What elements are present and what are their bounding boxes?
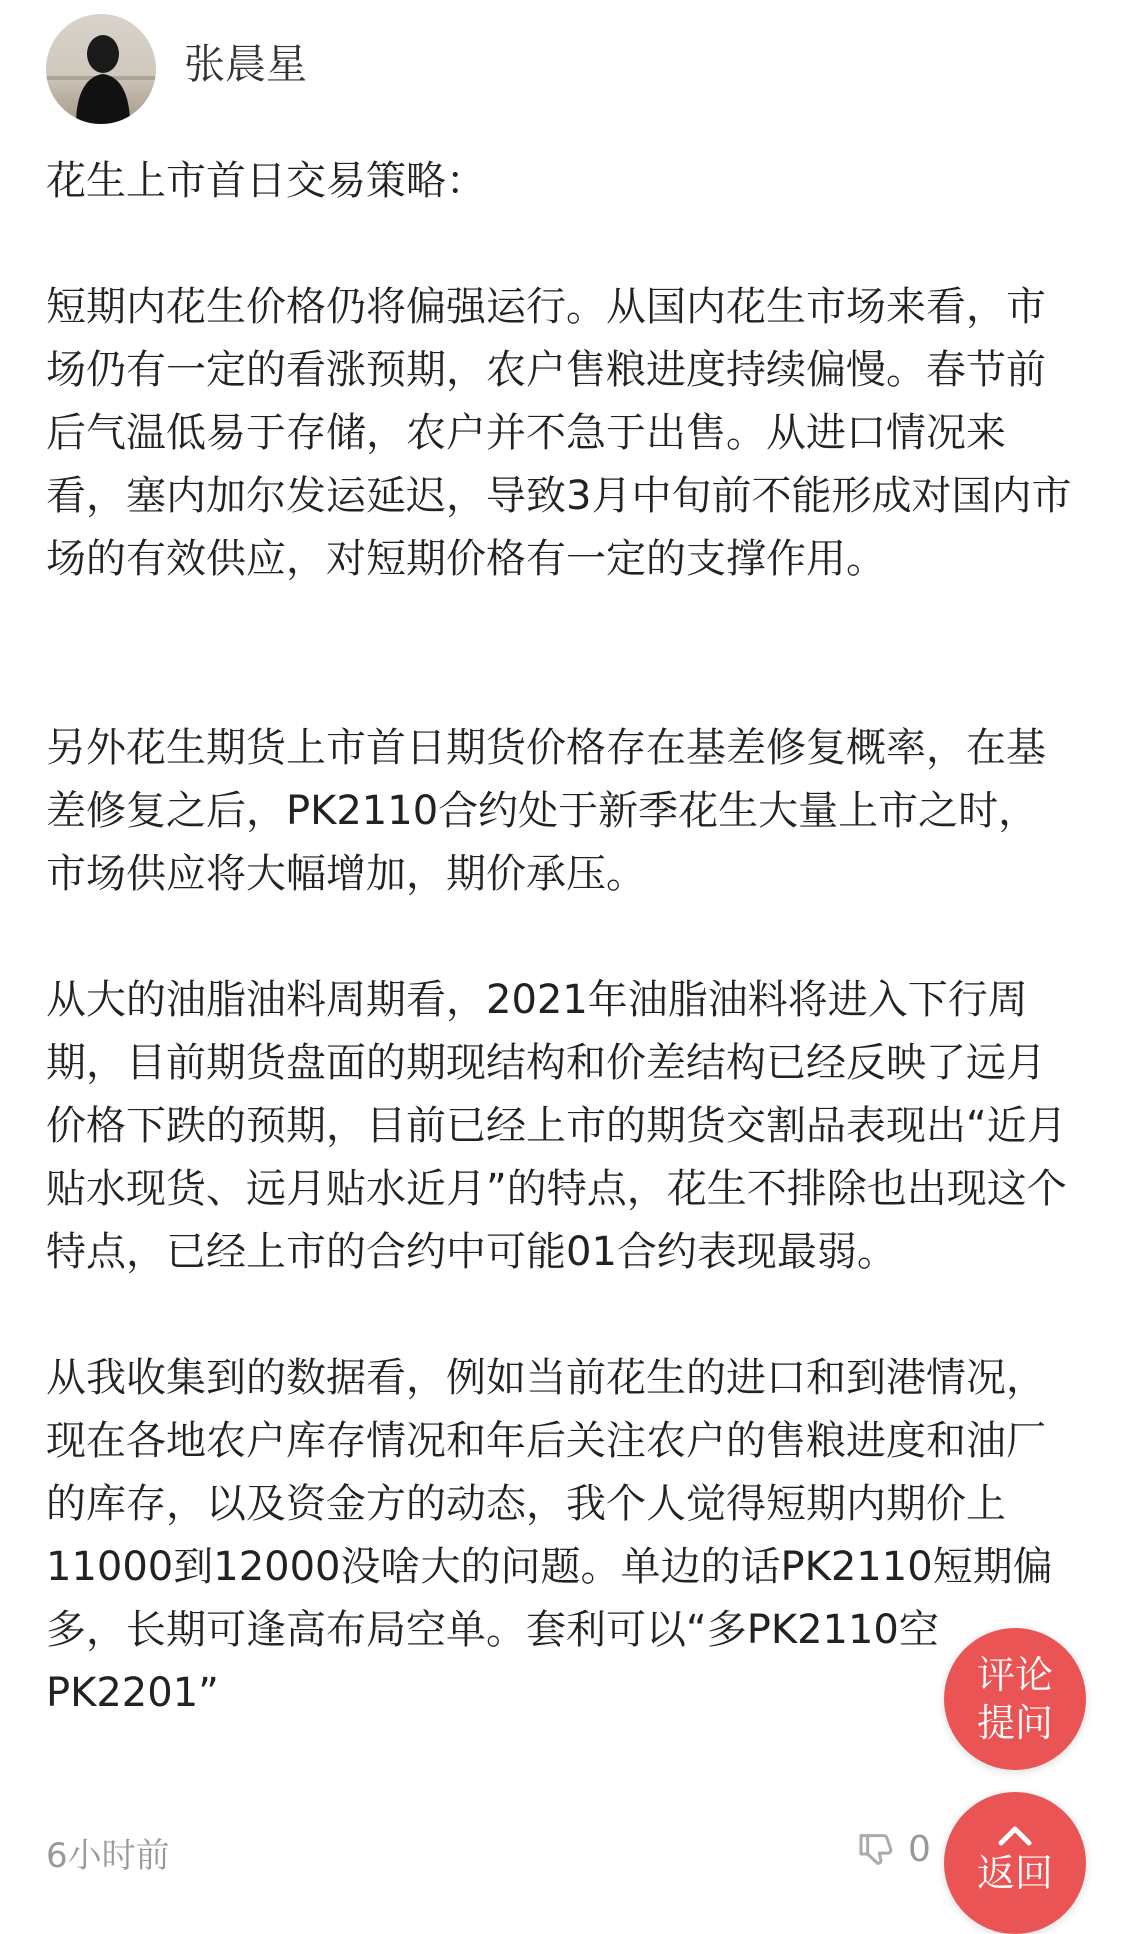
comment-label: 评论 [976, 1653, 1053, 1697]
post-footer [46, 1820, 1076, 1880]
article-paragraph: 从大的油脂油料周期看，2021年油脂油料将进入下行周期，目前期货盘面的期现结构和价差结构已经反映了远月价格下跌的预期，目前已经上市的期货交割品表现出“近月贴水现货、远月贴水近月”的特点，花生不排除也出现这个特点，已经上市的合约中可能01合约表现最弱。 [46, 977, 1067, 1275]
back-button[interactable] [944, 1792, 1086, 1934]
avatar-silhouette-icon [46, 14, 156, 124]
chevron-up-icon [995, 1821, 1035, 1849]
comment-ask-button[interactable] [944, 1628, 1086, 1770]
article-title: 花生上市首日交易策略： [46, 158, 486, 204]
post-header [0, 0, 1125, 140]
dislike-button[interactable] [856, 1822, 931, 1876]
article-body [46, 150, 1076, 1725]
avatar[interactable] [46, 14, 156, 124]
ask-label: 提问 [976, 1701, 1053, 1745]
post-time: 6小时前 [46, 1836, 170, 1876]
article-paragraph: 短期内花生价格仍将偏强运行。从国内花生市场来看，市场仍有一定的看涨预期，农户售粮进度持续偏慢。春节前后气温低易于存储，农户并不急于出售。从进口情况来看，塞内加尔发运延迟，导致3月中旬前不能形成对国内市场的有效供应，对短期价格有一定的支撑作用。 [46, 284, 1072, 582]
dislike-count: 0 [908, 1828, 931, 1870]
back-label: 返回 [976, 1851, 1053, 1895]
thumbs-down-icon [856, 1829, 896, 1869]
username[interactable]: 张晨星 [184, 40, 307, 88]
article-paragraph: 从我收集到的数据看，例如当前花生的进口和到港情况，现在各地农户库存情况和年后关注农户的售粮进度和油厂的库存，以及资金方的动态，我个人觉得短期内期价上11000到12000没啥大的问题。单边的话PK2110短期偏多，长期可逢高布局空单。套利可以“多PK2110空PK2201” [46, 1355, 1053, 1716]
article-paragraph: 另外花生期货上市首日期货价格存在基差修复概率，在基差修复之后，PK2110合约处于新季花生大量上市之时，市场供应将大幅增加，期价承压。 [46, 725, 1046, 897]
